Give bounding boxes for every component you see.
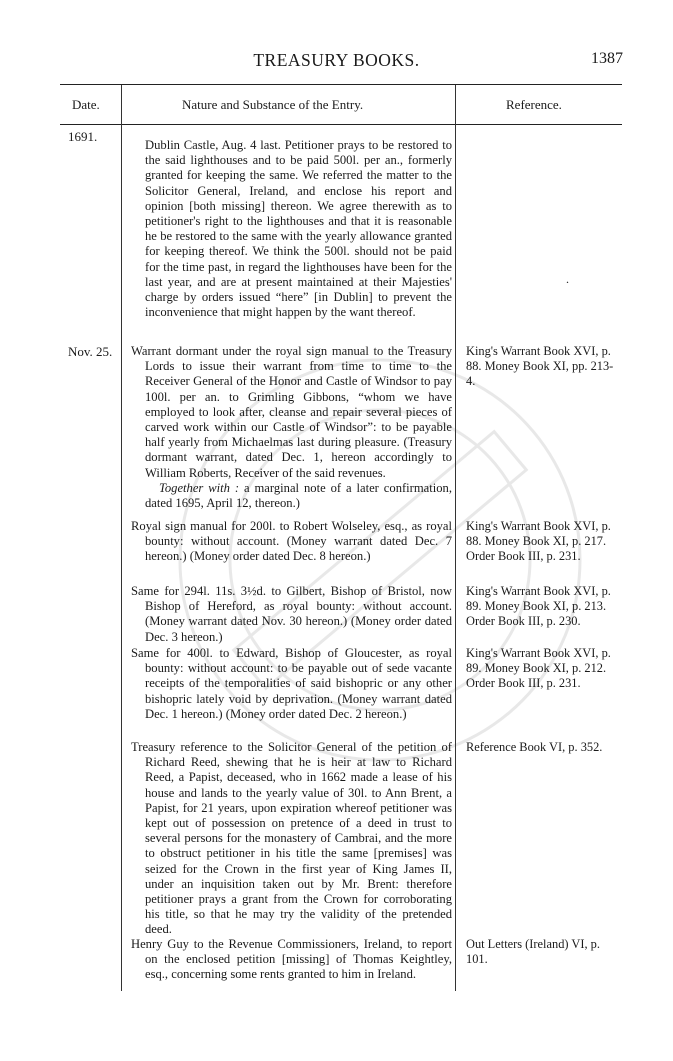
entry-paragraph: Royal sign manual for 200l. to Robert Wolseley, esq., as royal bounty: without account. (Money warrant dated Dec. 7 hereon.) (Money order dated Dec. 8 hereon.): [131, 519, 452, 564]
entry-subparagraph: [131, 481, 452, 511]
entry-text: [131, 519, 452, 565]
entry-reference: Out Letters (Ireland) VI, p. 101.: [466, 937, 600, 967]
entry-text: [131, 344, 452, 511]
running-head-title: TREASURY BOOKS.: [253, 50, 420, 70]
heading-rule: [60, 124, 622, 125]
column-divider-reference: [455, 85, 456, 991]
entry-text: [131, 138, 452, 320]
entry-reference: Reference Book VI, p. 352.: [466, 740, 603, 754]
entry-paragraph: Warrant dormant under the royal sign manual to the Treasury Lords to issue their warrant from time to time to the Receiver General of the Honor and Castle of Windsor to pay 100l. per an. to Grimling Gibbons, “whom we have employed to look after, cleanse and repair several pieces of carved work within our Castle of Windsor”: to be payable half yearly from Michaelmas last during pleasure. (Treasury dormant warrant, dated Dec. 1, hereon accordingly to William Roberts, Receiver of the said revenues.: [131, 344, 452, 480]
entry-paragraph: Same for 294l. 11s. 3½d. to Gilbert, Bishop of Bristol, now Bishop of Hereford, as royal bounty: without account. (Money warrant dated Nov. 30 hereon.) (Money order dated Dec. 3 hereon.): [131, 584, 452, 644]
column-heading-nature: Nature and Substance of the Entry.: [182, 97, 364, 112]
entry-date: Nov. 25.: [68, 344, 113, 359]
stray-mark: .: [566, 272, 569, 286]
entry-paragraph: Henry Guy to the Revenue Commissioners, Ireland, to report on the enclosed petition [missing] of Thomas Keightley, esq., concerning some rents granted to him in Ireland.: [131, 937, 452, 982]
entry-text: [131, 740, 452, 938]
entry-reference: King's Warrant Book XVI, p. 89. Money Book XI, p. 212. Order Book III, p. 231.: [466, 646, 611, 691]
entry-paragraph: Dublin Castle, Aug. 4 last. Petitioner prays to be restored to the said lighthouses and to be paid 500l. per an., formerly granted for keeping the same. We referred the matter to the Solicitor General, Ireland, and enclose his report and opinion [both missing] thereon. We agree therewith as to petitioner's right to the lighthouses and that it is reasonable he be restored to the same with the yearly allowance granted for keeping thereof. We think the 500l. should not be paid for the time past, in regard the lighthouses have been for the last year, and are at present maintained at their Majesties' charge by orders issued “here” [in Dublin] to prevent the inconvenience that might happen by the want thereof.: [145, 138, 452, 320]
entry-subtext: a marginal note of a later confirmation, dated 1695, April 12, thereon.): [145, 480, 452, 511]
top-rule: [60, 84, 622, 85]
entry-sublabel: Together with :: [159, 480, 240, 495]
entry-text: [131, 584, 452, 645]
entry-paragraph: Treasury reference to the Solicitor General of the petition of Richard Reed, shewing that he is heir at law to Richard Reed, a Papist, deceased, who in 1662 made a lease of his house and lands to the yearly value of 30l. to Ann Brent, a Papist, for 21 years, upon expiration whereof petitioner was kept out of possession on pretence of a deed in trust to several persons for the monastery of Cambrai, and the more to obstruct petitioner in his title the same [premises] was seized for the Crown in the first year of King James II, under an inquisition taken out by Mr. Brent: therefore petitioner prays a grant from the Crown for corroborating his title, so that he may try the validity of the pretended deed.: [131, 740, 452, 937]
entry-reference: King's Warrant Book XVI, p. 88. Money Book XI, p. 217. Order Book III, p. 231.: [466, 519, 611, 564]
entry-date: 1691.: [68, 129, 98, 144]
entry-paragraph: Same for 400l. to Edward, Bishop of Gloucester, as royal bounty: without account: to be payable out of sede vacante receipts of the temporalities of said bishopric or any other bishopric lately void by deprivation. (Money warrant dated Dec. 1 hereon.) (Money order dated Dec. 2 hereon.): [131, 646, 452, 721]
entry-text: [131, 646, 452, 722]
entry-reference: King's Warrant Book XVI, p. 88. Money Book XI, pp. 213-4.: [466, 344, 614, 389]
column-heading-reference: Reference.: [506, 97, 562, 112]
page-number: 1387: [591, 50, 623, 67]
entry-text: [131, 937, 452, 983]
column-divider-date: [121, 85, 122, 991]
column-heading-date: Date.: [72, 97, 100, 112]
running-head: [0, 50, 673, 72]
entry-reference: King's Warrant Book XVI, p. 89. Money Book XI, p. 213. Order Book III, p. 230.: [466, 584, 611, 629]
